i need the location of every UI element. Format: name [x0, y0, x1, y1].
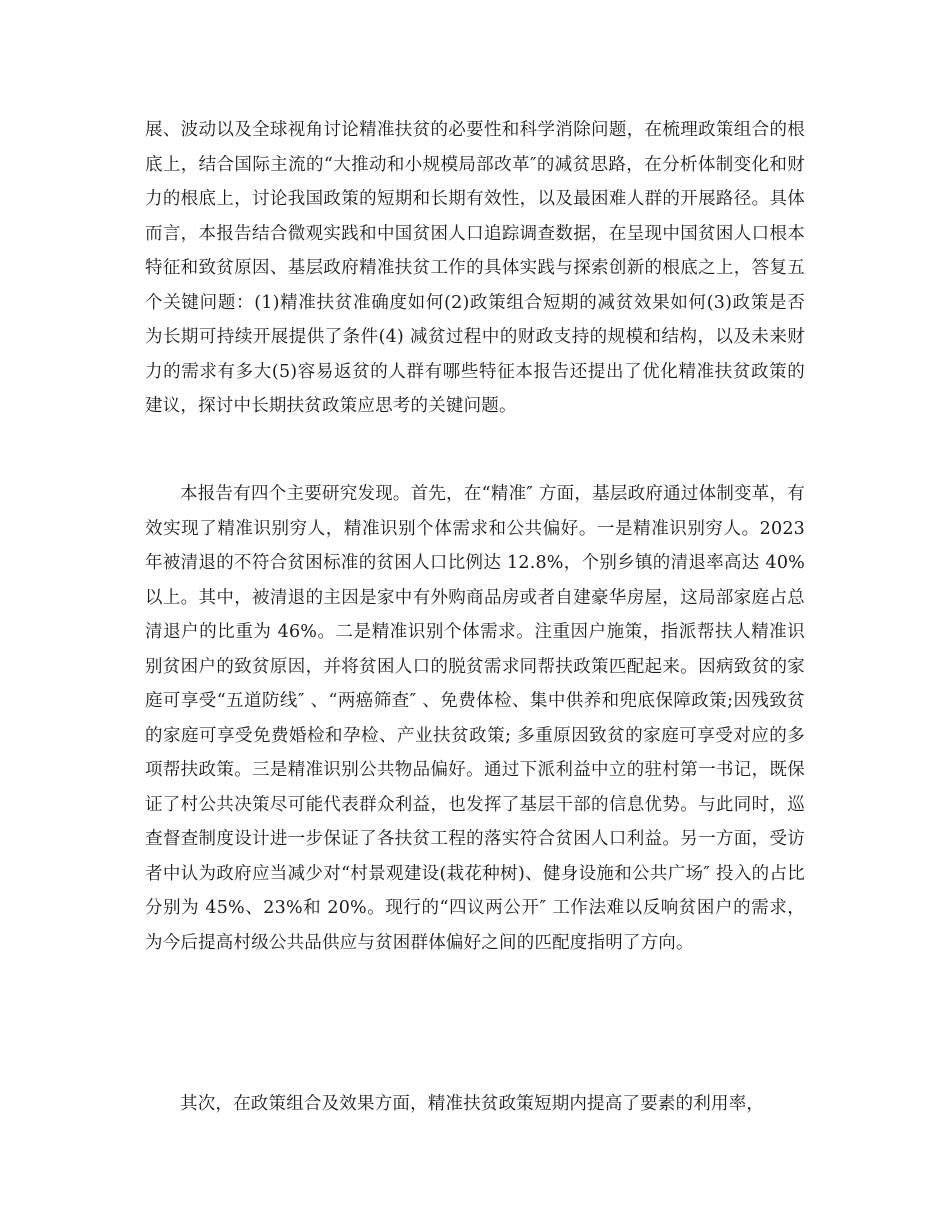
body-paragraph: 展、波动以及全球视角讨论精准扶贫的必要性和科学消除问题，在梳理政策组合的根底上，结合国际主流的“大推动和小规模局部改革″的减贫思路，在分析体制变化和财力的根底上，讨论我国政策的短期和长期有效性，以及最困难人群的开展路径。具体而言，本报告结合微观实践和中国贫困人口追踪调查数据，在呈现中国贫困人口根本特征和致贫原因、基层政府精准扶贫工作的具体实践与探索创新的根底之上，答复五个关键问题：(1)精准扶贫准确度如何(2)政策组合短期的减贫效果如何(3)政策是否为长期可持续开展提供了条件(4) 减贫过程中的财政支持的规模和结构，以及未来财力的需求有多大(5)容易返贫的人群有哪些特征本报告还提出了优化精准扶贫政策的建议，探讨中长期扶贫政策应思考的关键问题。 — [145, 120, 805, 416]
body-paragraph: 本报告有四个主要研究发现。首先，在“精准″ 方面，基层政府通过体制变革，有效实现了精准识别穷人，精准识别个体需求和公共偏好。一是精准识别穷人。2023 年被清退的不符合贫困标准的贫困人口比例达 12.8%，个别乡镇的清退率高达 40%以上。其中，被清退的主因是家中有外购商品房或者自建豪华房屋，这局部家庭占总清退户的比重为 46%。二是精准识别个体需求。注重因户施策，指派帮扶人精准识别贫困户的致贫原因，并将贫困人口的脱贫需求同帮扶政策匹配起来。因病致贫的家庭可享受“五道防线″ 、“两癌筛查″ 、免费体检、集中供养和兜底保障政策;因残致贫的家庭可享受免费婚检和孕检、产业扶贫政策; 多重原因致贫的家庭可享受对应的多项帮扶政策。三是精准识别公共物品偏好。通过下派利益中立的驻村第一书记，既保证了村公共决策尽可能代表群众利益，也发挥了基层干部的信息优势。与此同时，巡查督查制度设计进一步保证了各扶贫工程的落实符合贫困人口利益。另一方面，受访者中认为政府应当减少对“村景观建设(栽花种树)、健身设施和公共广场″ 投入的占比分别为 45%、23%和 20%。现行的“四议两公开″ 工作法难以反响贫困户的需求， 为今后提高村级公共品供应与贫困群体偏好之间的匹配度指明了方向。 — [145, 484, 805, 953]
body-paragraph: 其次，在政策组合及效果方面，精准扶贫政策短期内提高了要素的利用率， — [180, 1094, 765, 1114]
